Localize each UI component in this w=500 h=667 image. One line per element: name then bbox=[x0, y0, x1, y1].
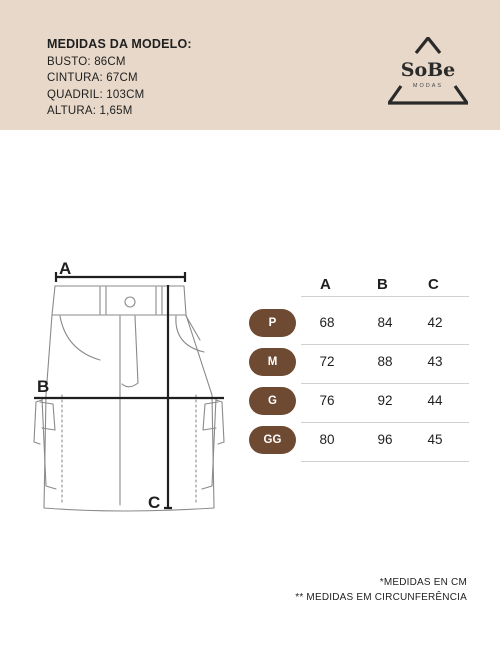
cell-a: 76 bbox=[319, 393, 335, 408]
table-row bbox=[249, 348, 469, 376]
size-badge: G bbox=[249, 387, 296, 415]
cell-c: 43 bbox=[427, 354, 443, 369]
model-title: MEDIDAS DA MODELO: bbox=[47, 37, 192, 51]
logo-subtitle: MODAS bbox=[412, 83, 444, 89]
logo-name: SoBe bbox=[400, 59, 456, 81]
measure-line-a bbox=[56, 272, 185, 282]
model-hip: QUADRIL: 103CM bbox=[47, 88, 145, 101]
table-header-a: A bbox=[320, 276, 331, 293]
cell-a: 68 bbox=[319, 315, 335, 330]
table-divider bbox=[301, 461, 469, 462]
cell-c: 45 bbox=[427, 432, 443, 447]
size-badge: M bbox=[249, 348, 296, 376]
table-divider bbox=[301, 383, 469, 384]
size-badge: GG bbox=[249, 426, 296, 454]
cell-b: 88 bbox=[377, 354, 393, 369]
cell-b: 96 bbox=[377, 432, 393, 447]
cell-b: 92 bbox=[377, 393, 393, 408]
table-divider bbox=[301, 296, 469, 297]
table-divider bbox=[301, 344, 469, 345]
label-c: C bbox=[148, 493, 161, 512]
cell-c: 42 bbox=[427, 315, 443, 330]
model-bust: BUSTO: 86CM bbox=[47, 56, 126, 68]
label-b: B bbox=[37, 377, 50, 396]
waist-button-icon bbox=[125, 297, 135, 307]
cell-c: 44 bbox=[427, 393, 443, 408]
table-row bbox=[249, 387, 469, 415]
table-header-b: B bbox=[377, 276, 388, 293]
table-row bbox=[249, 426, 469, 454]
table-header-c: C bbox=[428, 276, 439, 293]
model-measurements bbox=[47, 37, 192, 119]
model-waist: CINTURA: 67CM bbox=[47, 72, 138, 85]
note-units: *MEDIDAS EN CM bbox=[379, 577, 467, 588]
label-a: A bbox=[59, 259, 72, 278]
table-row bbox=[249, 309, 469, 337]
brand-logo bbox=[388, 37, 468, 107]
measure-line-c bbox=[164, 285, 172, 508]
table-divider bbox=[301, 422, 469, 423]
cell-b: 84 bbox=[377, 315, 393, 330]
cell-a: 72 bbox=[319, 354, 335, 369]
header-banner bbox=[0, 0, 500, 130]
size-badge: P bbox=[249, 309, 296, 337]
cell-a: 80 bbox=[319, 432, 335, 447]
model-height: ALTURA: 1,65M bbox=[47, 104, 133, 117]
note-circumference: ** MEDIDAS EM CIRCUNFERÊNCIA bbox=[295, 592, 467, 603]
skirt-diagram bbox=[0, 250, 240, 520]
